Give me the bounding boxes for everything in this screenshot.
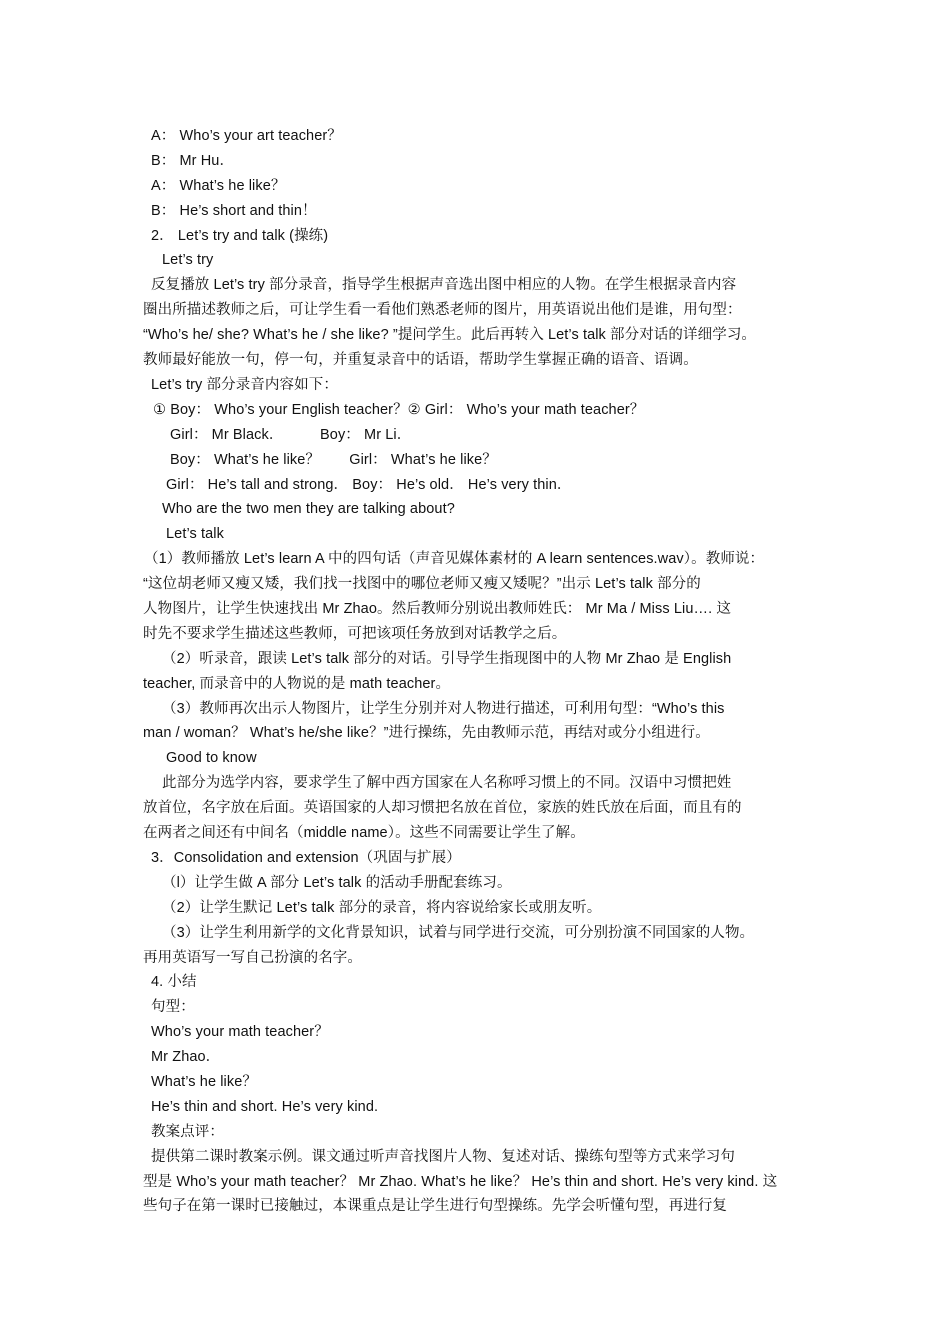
paragraph-line: “Who’s he/ she? What’s he / she like? ”提问学生。此后再转入 Let’s talk 部分对话的详细学习。 [143, 327, 757, 343]
paragraph-line: （3）让学生利用新学的文化背景知识，试着与同学进行交流，可分别扮演不同国家的人物。 [162, 925, 755, 941]
paragraph-line: 人物图片，让学生快速找出 Mr Zhao。然后教师分别说出教师姓氏： Mr Ma / Miss Liu…. 这 [143, 601, 731, 617]
paragraph-line: （3）教师再次出示人物图片，让学生分别并对人物进行描述，可利用句型：“Who’s this [162, 701, 725, 717]
section-heading: 2． Let’s try and talk (操练) [151, 228, 329, 244]
paragraph-line: man / woman？ What’s he/she like？”进行操练，先由教师示范，再结对或分小组进行。 [143, 725, 710, 741]
dialogue-line: A： Who’s your art teacher？ [151, 128, 342, 144]
sentence-pattern-line: Mr Zhao． [151, 1049, 221, 1065]
sentence-pattern-line: He’s thin and short. He’s very kind. [151, 1099, 379, 1115]
paragraph-line: 放首位，名字放在后面。英语国家的人却习惯把名放在首位，家族的姓氏放在后面，而且有的 [143, 800, 742, 816]
paragraph-line: （1）教师播放 Let’s learn A 中的四句话（声音见媒体素材的 A learn sentences.wav）。教师说： [144, 551, 765, 567]
paragraph-line: 反复播放 Let’s try 部分录音，指导学生根据声音选出图中相应的人物。在学生根据录音内容 [151, 277, 737, 293]
paragraph-line: 在两者之间还有中间名（middle name）。这些不同需要让学生了解。 [143, 825, 585, 841]
subheading: Good to know [166, 750, 257, 766]
dialogue-line: Girl： He’s tall and strong． Boy： He’s old． He’s very thin． [166, 477, 572, 493]
paragraph-line: 圈出所描述教师之后，可让学生看一看他们熟悉老师的图片，用英语说出他们是谁，用句型： [143, 302, 742, 318]
dialogue-line: Boy： What’s he like？ Girl： What’s he like？ [170, 452, 497, 468]
dialogue-line: B： He’s short and thin！ [151, 203, 317, 219]
section-heading: 4. 小结 [151, 974, 197, 990]
sentence-pattern-line: What’s he like？ [151, 1074, 257, 1090]
paragraph-line: teacher, 而录音中的人物说的是 math teacher。 [143, 676, 451, 692]
subheading: Let’s try [162, 252, 214, 268]
section-heading: 3．Consolidation and extension（巩固与扩展） [151, 850, 461, 866]
label-line: 教案点评： [151, 1124, 224, 1140]
paragraph-line: （l）让学生做 A 部分 Let’s talk 的活动手册配套练习。 [162, 875, 512, 891]
paragraph-line: 此部分为选学内容，要求学生了解中西方国家在人名称呼习惯上的不同。汉语中习惯把姓 [162, 775, 732, 791]
paragraph-line: 型是 Who’s your math teacher？ Mr Zhao. What’s he like？ He’s thin and short. He’s very kind. 这 [143, 1174, 778, 1190]
paragraph-line: （2）听录音，跟读 Let’s talk 部分的对话。引导学生指现图中的人物 Mr Zhao 是 English [162, 651, 732, 667]
paragraph-line: 时先不要求学生描述这些教师，可把该项任务放到对话教学之后。 [143, 626, 567, 642]
dialogue-line: A： What’s he like？ [151, 178, 286, 194]
subheading: Let’s talk [166, 526, 224, 542]
paragraph-line: 提供第二课时教案示例。课文通过听声音找图片人物、复述对话、操练句型等方式来学习句 [151, 1149, 735, 1165]
paragraph-line: “这位胡老师又瘦又矮，我们找一找图中的哪位老师又瘦又矮呢？”出示 Let’s talk 部分的 [143, 576, 701, 592]
sentence-pattern-line: Who’s your math teacher？ [151, 1024, 329, 1040]
dialogue-line: Girl： Mr Black． Boy： Mr Li． [170, 427, 412, 443]
paragraph-line: 教师最好能放一句，停一句，并重复录音中的话语，帮助学生掌握正确的语音、语调。 [143, 352, 698, 368]
paragraph-line: Let’s try 部分录音内容如下： [151, 377, 338, 393]
label-line: 句型： [151, 999, 195, 1015]
paragraph-line: 再用英语写一写自己扮演的名字。 [143, 950, 362, 966]
paragraph-line: 些句子在第一课时已接触过，本课重点是让学生进行句型操练。先学会听懂句型，再进行复 [143, 1198, 727, 1214]
dialogue-line: B： Mr Hu． [151, 153, 235, 169]
paragraph-line: （2）让学生默记 Let’s talk 部分的录音，将内容说给家长或朋友听。 [162, 900, 602, 916]
dialogue-line: ① Boy： Who’s your English teacher？② Girl： Who’s your math teacher？ [153, 402, 645, 418]
dialogue-line: Who are the two men they are talking about? [162, 501, 455, 517]
